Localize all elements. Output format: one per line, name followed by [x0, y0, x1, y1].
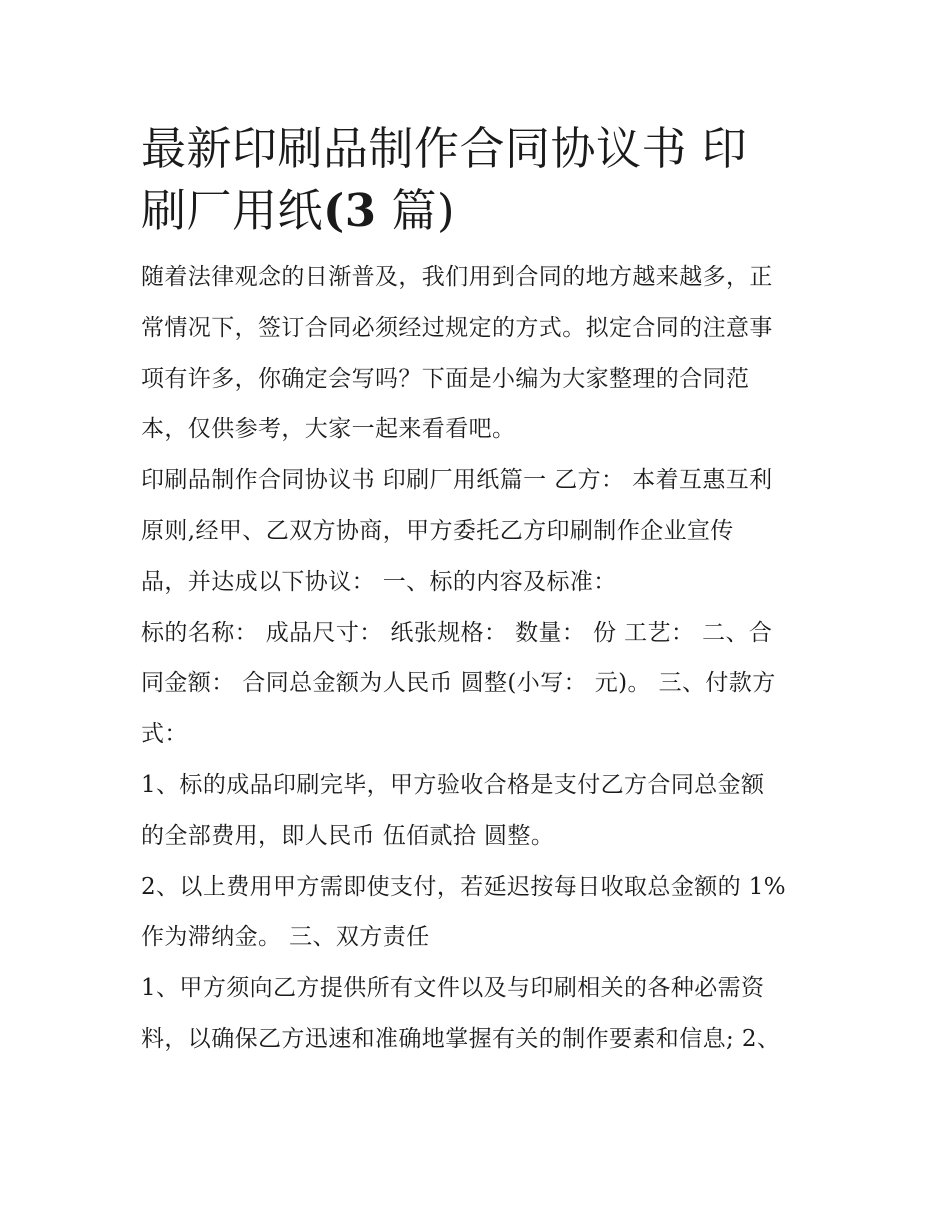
text-line: 同金额： 合同总金额为人民币 圆整(小写： 元)。 三、付款方 — [141, 670, 776, 697]
title-line-2-text: 刷厂用纸 — [141, 184, 324, 237]
text-line: 品，并达成以下协议： 一、标的内容及标准： — [141, 568, 617, 595]
text-line: 标的名称： 成品尺寸： 纸张规格： 数量： 份 工艺： 二、合 — [141, 619, 773, 646]
text-line: 料，以确保乙方迅速和准确地掌握有关的制作要素和信息; 2、 — [141, 1025, 781, 1052]
title-line-2 — [141, 184, 455, 237]
text-line: 项有许多，你确定会写吗？下面是小编为大家整理的合同范 — [141, 365, 750, 392]
paragraph-intro — [141, 252, 813, 455]
title-line-2-suffix: 篇) — [391, 184, 455, 237]
text-line: 随着法律观念的日渐普及，我们用到合同的地方越来越多，正 — [141, 264, 773, 290]
text-line: 的全部费用，即人民币 伍佰贰拾 圆整。 — [141, 822, 555, 849]
text-line: 式： — [141, 721, 188, 748]
paragraph-payment-clause-2 — [141, 862, 813, 964]
paragraph-payment-clause-1 — [141, 760, 813, 862]
text-line: 1、标的成品印刷完毕，甲方验收合格是支付乙方合同总金额 — [141, 771, 765, 798]
text-line: 2、以上费用甲方需即使支付，若延迟按每日收取总金额的 1% — [141, 873, 787, 900]
text-line: 作为滞纳金。 三、双方责任 — [141, 924, 430, 951]
paragraph-subject-matter — [141, 608, 813, 760]
text-line: 常情况下，签订合同必须经过规定的方式。拟定合同的注意事 — [141, 314, 773, 341]
paragraph-contract-preamble — [141, 455, 813, 607]
document-body — [141, 118, 813, 1065]
text-line: 原则,经甲、乙双方协商，甲方委托乙方印刷制作企业宣传 — [141, 517, 734, 544]
paragraph-responsibility-clause-1 — [141, 963, 813, 1065]
title-count: (3 — [323, 184, 377, 237]
text-line: 1、甲方须向乙方提供所有文件以及与印刷相关的各种必需资 — [141, 975, 765, 1002]
text-line: 印刷品制作合同协议书 印刷厂用纸篇一 乙方： 本着互惠互利 — [141, 467, 773, 494]
document-title — [141, 118, 813, 242]
title-line-1: 最新印刷品制作合同协议书 印 — [141, 122, 748, 175]
text-line: 本，仅供参考，大家一起来看看吧。 — [141, 416, 516, 443]
